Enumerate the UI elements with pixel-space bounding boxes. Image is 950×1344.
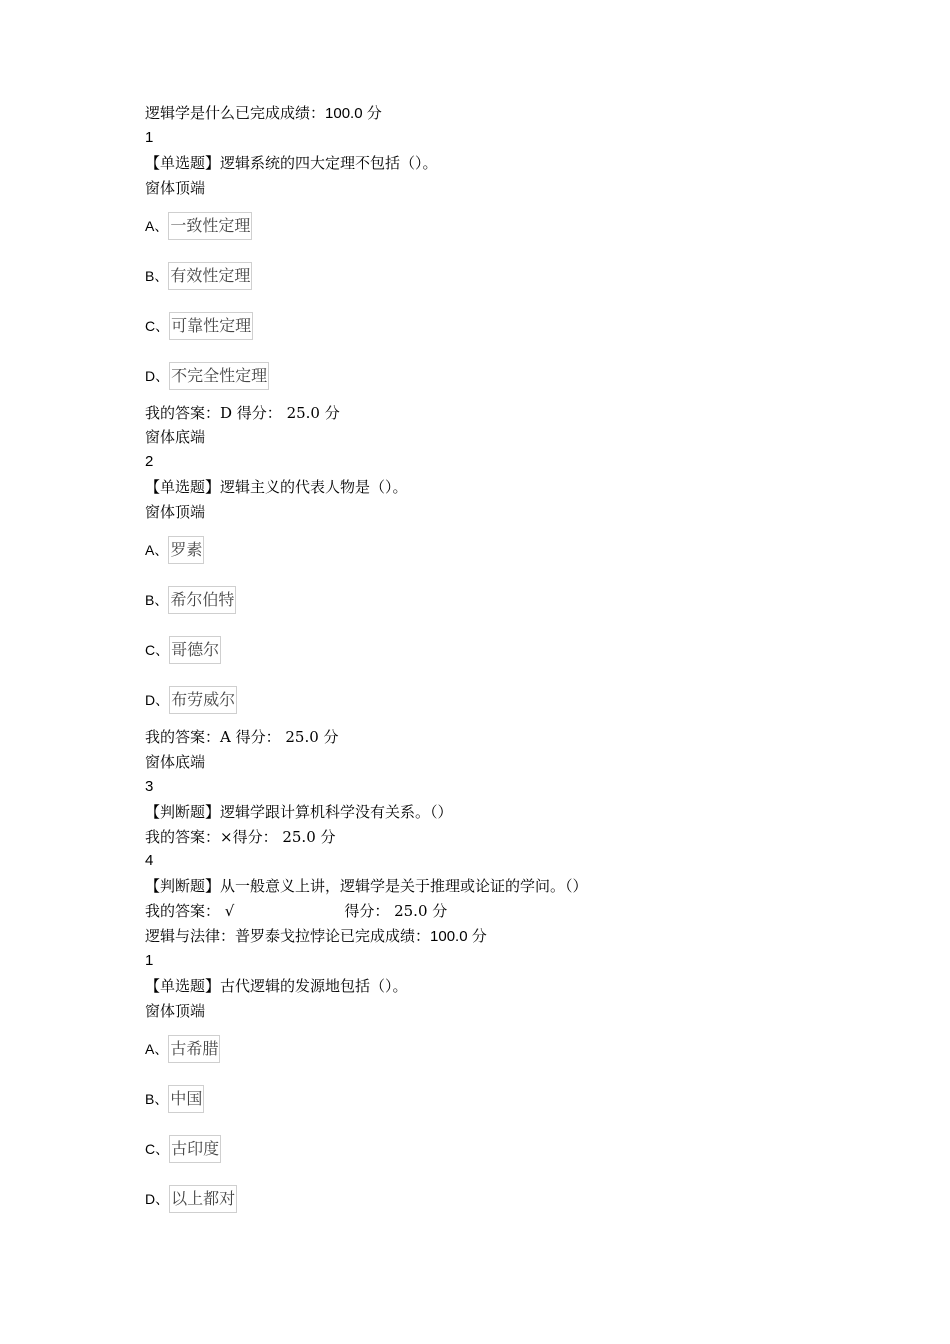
my-answer: 我的答案：D 得分： 25.0 分	[145, 403, 340, 422]
option-a[interactable]: A、 古希腊	[145, 1024, 845, 1074]
option-b[interactable]: B、 中国	[145, 1074, 845, 1124]
question-number: 1	[145, 128, 154, 146]
question-text: 【单选题】逻辑系统的四大定理不包括（）。	[145, 153, 438, 172]
option-b[interactable]: B、 有效性定理	[145, 251, 845, 301]
question-text: 【判断题】逻辑学跟计算机科学没有关系。（）	[145, 802, 453, 821]
section-score: 100.0 分	[325, 105, 382, 122]
option-c[interactable]: C、 古印度	[145, 1124, 845, 1174]
option-d[interactable]: D、 不完全性定理	[145, 351, 845, 401]
option-label[interactable]: 古希腊	[168, 1035, 220, 1063]
section-title: 逻辑学是什么已完成成绩：100.0 分	[145, 104, 382, 122]
option-label[interactable]: 一致性定理	[168, 212, 252, 240]
option-label[interactable]: 以上都对	[169, 1185, 237, 1213]
form-bottom-label: 窗体底端	[145, 752, 206, 771]
question-text: 【单选题】逻辑主义的代表人物是（）。	[145, 478, 408, 497]
option-label[interactable]: 布劳威尔	[169, 686, 237, 714]
option-label[interactable]: 中国	[168, 1085, 204, 1113]
option-a[interactable]: A、 一致性定理	[145, 201, 845, 251]
option-label[interactable]: 罗素	[168, 536, 204, 564]
form-top-label: 窗体顶端	[145, 178, 206, 197]
option-c[interactable]: C、 可靠性定理	[145, 301, 845, 351]
option-label[interactable]: 可靠性定理	[169, 312, 253, 340]
section-score: 100.0 分	[430, 928, 487, 946]
my-answer: 我的答案：×得分： 25.0 分	[145, 827, 336, 846]
option-label[interactable]: 希尔伯特	[168, 586, 236, 614]
question-number: 2	[145, 453, 154, 471]
option-b[interactable]: B、 希尔伯特	[145, 575, 845, 625]
form-bottom-label: 窗体底端	[145, 428, 206, 447]
question-number: 4	[145, 852, 154, 870]
option-d[interactable]: D、 以上都对	[145, 1174, 845, 1224]
my-answer: 我的答案： √ 得分： 25.0 分	[145, 902, 448, 921]
question-number: 3	[145, 777, 154, 795]
option-label[interactable]: 有效性定理	[168, 262, 252, 290]
question-text: 【单选题】古代逻辑的发源地包括（）。	[145, 976, 408, 995]
option-a[interactable]: A、 罗素	[145, 525, 845, 575]
question-number: 1	[145, 952, 154, 970]
option-d[interactable]: D、 布劳威尔	[145, 675, 845, 725]
option-label[interactable]: 古印度	[169, 1135, 221, 1163]
my-answer: 我的答案：A 得分： 25.0 分	[145, 728, 339, 747]
option-c[interactable]: C、 哥德尔	[145, 625, 845, 675]
question-text: 【判断题】从一般意义上讲，逻辑学是关于推理或论证的学问。（）	[145, 877, 588, 896]
answer-score: 得分： 25.0 分	[344, 902, 448, 921]
document-page	[145, 101, 845, 1224]
form-top-label: 窗体顶端	[145, 1001, 206, 1020]
option-label[interactable]: 不完全性定理	[169, 362, 269, 390]
section-title: 逻辑与法律：普罗泰戈拉悖论已完成成绩：100.0 分	[145, 927, 487, 946]
option-label[interactable]: 哥德尔	[169, 636, 221, 664]
form-top-label: 窗体顶端	[145, 503, 206, 522]
